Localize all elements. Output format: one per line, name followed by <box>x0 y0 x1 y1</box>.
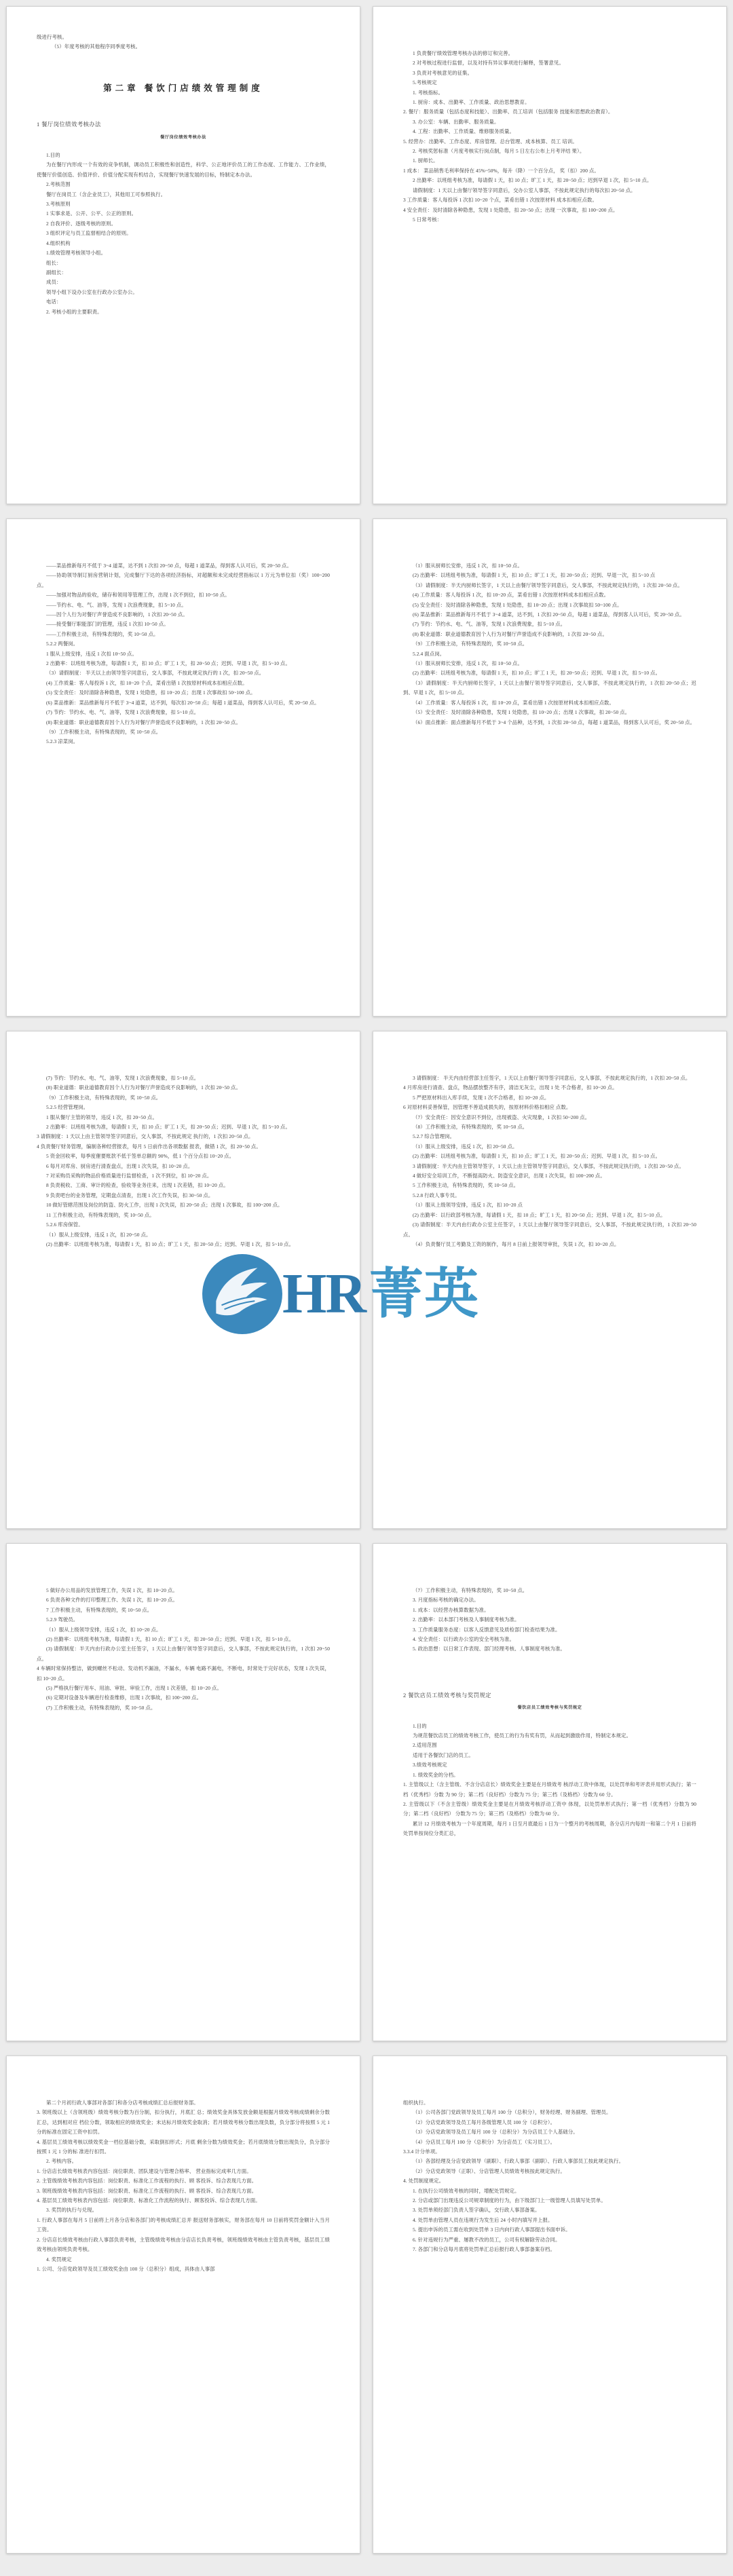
text-line: (6) 菜品推新：菜品推新每月不低于 3~4 道菜，达不到，每次扣 20~50 点；每超 1 道菜品，得到客人认可后，奖 20~50 点。 <box>46 699 320 706</box>
text-line: 累计 12 月绩效考核为一个年度周期，每月 1 日至月底最后 1 日为一个整月的考核周期，各分店月内每周一和第二个月 1 日前将处罚单按岗位分类汇总， <box>403 1820 696 1837</box>
text-line: 2. 主管级绩效考核表内容包括：岗位职责、标准化工作流程的执行、顾 客投诉、综合表现几方面。 <box>37 2178 257 2184</box>
text-line: 4. 奖罚规定 <box>46 2256 72 2262</box>
text-line: 1. 分店店长绩效考核表内容包括：岗位职责、团队建设与管理合格率、 营业指标完成率几方面。 <box>37 2167 252 2174</box>
text-line: （7）安全责任：因安全意识不到位，出现被盗、火灾现象，1 次扣 50~200 点。 <box>413 1114 590 1120</box>
text-line: ——菜品推新每月不低于 3~4 道菜，达不到 1 次扣 20~50 点，每超 1 道菜品，得到客人认可后，奖 20~50 点。 <box>46 563 292 569</box>
page-body <box>403 1570 696 1839</box>
text-line: 2.适用范围 <box>413 1742 437 1749</box>
text-line: ——接受餐厅职能部门的管理，违反 1 次扣 10~50 点。 <box>46 621 169 628</box>
text-line: 3.考核原则 <box>46 201 71 208</box>
text-line: ——协助领导制订厨房营销计划，完成餐厅下达的各项经济指标，对超额和未完成经营指标以 1 万元为单位扣（奖）100~200 点。 <box>37 572 330 588</box>
text-line: (2) 出勤率：以班组考核为准，每请假 1 天，扣 10 点；旷工 1 天，扣 20~50 点；迟到、早退 1 次，扣 5~10 点。 <box>413 670 661 677</box>
text-line: 3 负责对考核意见的征集。 <box>413 69 473 76</box>
text-line: 1. 成本：以经营办核算数据为准。 <box>413 1606 489 1613</box>
text-line: 5 严把原材料出入库手续，发现 1 次不合格者，扣 10~20 点。 <box>413 1094 550 1101</box>
page-sheet <box>6 518 360 1017</box>
text-line: 2. 分店店长绩效考核由行政人事部负责考核，主管级绩效考核由分店店长负责考核，领班级绩效考核由主管负责考核，基层员工绩效考核由领班负责考核。 <box>37 2236 330 2253</box>
text-line: 3 请假制度：半天内由主管领导签字，1 天以上由主管领导签字同意后，交人事部，不按此规定执行的，1 次扣 20~50 点。 <box>413 1162 684 1169</box>
text-line: （4）负责餐厅员工考勤及工资的制作，每月 8 日前上报领导审批，失误 1 次，扣 10~20 点。 <box>413 1240 620 1247</box>
text-line: 2. 出勤率：以本部门考核及人事制度考核为准。 <box>413 1616 520 1623</box>
text-line: 2. 考核内容。 <box>46 2158 77 2165</box>
text-line: （7）工作积极主动，有特殊表现的，奖 10~50 点。 <box>413 1587 528 1593</box>
page-body <box>37 2082 330 2274</box>
text-line: 1. 在执行公司绩效考核的同时，增配处罚规定。 <box>413 2187 520 2194</box>
text-line: （1）服从上级安排，违反 1 次，扣 20~50 点。 <box>46 1231 151 1238</box>
text-line: （8）工作积极主动，有特殊表现的，奖 10~50 点。 <box>413 1124 528 1131</box>
text-line: （3）分店党政领导及员工每月 100 分（总积分）为分店员工个人基础分。 <box>413 2129 578 2136</box>
text-line: (5) 严格执行餐厅用车、用油、审批、审验工作，出现 1 次差错，扣 10~20 点。 <box>46 1685 222 1692</box>
text-line: 4 安全责任：及时清除各种隐患，发现 1 处隐患，扣 20~50 点；出现 一次事故，扣 100~200 点。 <box>403 206 618 213</box>
text-line: 1. 行政人事部在每月 5 日前将上月各分店和各部门的考核成绩汇总并 报送财务部核实，财务部在每月 10 日前将奖罚金额计入当月工资。 <box>37 2216 330 2233</box>
text-line: ——加强对物品的验收，储存和领用等管理工作，出现 1 次不到位，扣 10~50 点。 <box>46 592 230 599</box>
text-line: 5.2.7 综合管理岗。 <box>413 1133 455 1140</box>
text-line: (2) 出勤率：以班组考核为准，每请假 1 天，扣 10 点；旷工 1 天，扣 20~50 点；迟到、早退 1 次，扣 5~10 点。 <box>46 1240 295 1247</box>
text-line: 5.2.4 面点岗。 <box>413 650 445 657</box>
text-line: 餐厅在岗员工（含企业员工），其他用工可参照执行。 <box>46 191 166 197</box>
text-line: (7) 节约：节约水、电、气、油等，发现 1 次浪费现象，扣 5~10 点。 <box>46 709 200 716</box>
section-heading: 2 餐饮店员工绩效考核与奖罚规定 <box>403 1692 491 1699</box>
page-thumbnail[interactable] <box>366 2049 733 2562</box>
text-line: （3）请假制度：半天内厨师长签字，1 天以上由餐厅领导签字同意后，交人事部，不按此规定执行的，1 次扣 20~50 点；迟到、早退 1 次，扣 5~10 点。 <box>403 679 696 696</box>
text-line: 2. 主管级以下（不含主管级）绩效奖金主要是在月绩效考核浮动工资中 体现，以处罚单形式执行；第一档（优秀档）分数为 90 分；第二档（良好档） 分数为 75 分；第三档（及格档）分数为 60 分。 <box>403 1800 696 1817</box>
text-line: (8) 职业道德：职业道德教育因个人行为对餐厅声誉造成不良影响的，1 次扣 20~50 点。 <box>46 1084 241 1091</box>
text-line: 副组长： <box>46 269 67 276</box>
page-sheet <box>373 518 727 1017</box>
text-line: 5.2.5 经营管理岗。 <box>46 1104 89 1111</box>
page-sheet <box>373 2056 727 2554</box>
text-line: 1.绩效管理考核领导小组。 <box>46 250 107 257</box>
text-line: 1. 考核指标。 <box>413 89 444 96</box>
text-line: 4 月库房进行清查、盘点，物品摆放整齐有序，清洁无灰尘，出现 1 处 不合格者，扣 10~20 点。 <box>403 1084 618 1091</box>
text-line: （1）各部经理及分店党政领导（副职）、行政人事部（副职）、行政人事部员工按此规定执行。 <box>413 2158 624 2165</box>
text-line: 2 出勤率：以班组考核为准，每请假 1 天，扣 10 点；旷工 1 天，扣 20~50 点；迟到、早退 1 次，扣 5~10 点。 <box>46 660 291 667</box>
document-subtitle: 餐饮店员工绩效考核与奖罚规定 <box>517 1705 582 1711</box>
text-line: (4) 工作质量：客人每投诉 1 次，扣 10~20 个点，菜肴出错 1 次按原材料成本扣相应点数。 <box>46 679 248 686</box>
text-line: 6 每月对库房、厨房进行清查盘点，出现 1 次失误，扣 10~20 点。 <box>46 1162 193 1169</box>
page-body <box>403 545 696 727</box>
text-line: 2.考核范围 <box>46 181 71 188</box>
text-line: （9）工作积极主动，有特殊表现的，奖 10~50 点。 <box>46 1094 162 1101</box>
text-line: 为规范餐饮店员工的绩效考核工作，使员工的行为有奖有罚，从而起到激励作用，特制定本规定。 <box>413 1732 632 1739</box>
text-line: 3 工作质量：客人每投诉 1 次扣 10~20 个点，菜肴出错 1 次按原材料 成本扣相应点数。 <box>403 197 597 204</box>
text-line: 11 工作积极主动，有特殊表现的，奖 10~50 点。 <box>46 1211 155 1218</box>
text-line: （5）安全责任：及时清除各种隐患，发现 1 处隐患，扣 10~20 点；出现 1 次事故，扣 20~50 点。 <box>413 709 631 716</box>
text-line: 5 做好办公用品的发放管理工作，失误 1 次，扣 10~20 点。 <box>46 1587 178 1593</box>
watermark-chinese-text: 菁英 <box>369 1264 479 1324</box>
text-line: （2）分店党政领导（正职）、分店管理人员绩效考核按此规定执行。 <box>413 2167 565 2174</box>
text-line: 1. 公司、分店党政领导及员工绩效奖金由 100 分（总积分）组成，具体由人事部 <box>37 2265 215 2272</box>
document-subtitle: 餐厅岗位绩效考核办法 <box>160 134 206 140</box>
text-line: 9 负责吧台的业务管理，定期盘点清查，出现 1 次工作失误，扣 30~50 点。 <box>46 1192 214 1198</box>
text-line: 2. 分店或部门出现违反公司规章制度的行为，由下级部门上一级管理人员填写处罚单。 <box>413 2197 606 2204</box>
text-line: 3. 办公室：车辆、出勤率、服务质量。 <box>413 118 500 125</box>
text-line: 1 实事求是、公开、公平、公正的原则。 <box>46 210 137 217</box>
text-line: 3. 领班级绩效考核表内容包括：岗位职责、标准化工作流程的执行、顾 客投诉、综合表现几方面。 <box>37 2187 257 2194</box>
text-line: 1 负责餐厅绩效管理考核办法的修订和完善。 <box>413 50 514 56</box>
text-line: 4. 基层员工绩效考核表内容包括：岗位职责、标准化工作流程的执行、顾客投诉、综合表现几方面。 <box>37 2197 261 2204</box>
text-line: 6 负责各种文件的打印整理工作、失误 1 次，扣 10~20 点。 <box>46 1597 178 1604</box>
text-line: (2) 出勤率：以班组考核为准，每请假 1 天，扣 10 点；旷工 1 天，扣 20~50 点；迟到、早退 1 次，扣 5~10 点。 <box>413 1153 661 1160</box>
page-thumbnail[interactable] <box>0 0 366 512</box>
page-thumbnail[interactable] <box>366 1025 733 1537</box>
text-line: 领导小组下设办公室在行政办公室办公。 <box>46 288 138 295</box>
text-line: 7 工作积极主动，有特殊表现的，奖 10~50 点。 <box>46 1606 153 1613</box>
text-line: 5. 经营办：出勤率、工作态度、库房管理、总台管理、成本核算、员工 培训。 <box>403 138 578 145</box>
text-line: （5）年度考核的其他程序同季度考核。 <box>52 43 141 50</box>
text-line: 2. 考核小组的主要职责。 <box>46 308 102 315</box>
text-line: 3 请假制度：1 天以上由主管领导签字同意后，交人事部，不按此规定 执行的，1 次扣 20~50 点。 <box>37 1133 254 1140</box>
text-line: 5. 政治思想：以日常工作表现、部门经理考核、人事制度考核为准。 <box>413 1646 565 1652</box>
text-line: 请假制度：1 天以上由餐厅领导签字同意后，交办公室人事部，不按此规定执行的每次扣 20~50 点。 <box>413 187 636 193</box>
text-line: （1）服从上级领导安排，违反 1 次，扣 10~20 点 <box>413 1202 523 1209</box>
text-line: 4 车辆时常保持整洁，做到螺丝不松动、发动机不漏油，不漏水，车辆 电路不漏电，不断电，时常处于完好状态，发现 1 次失误，扣 10~20 点。 <box>37 1665 330 1682</box>
text-line: ——因个人行为对餐厅声誉造成不良影响的，1 次扣 20~50 点。 <box>46 611 188 618</box>
text-line: (5) 安全责任：及时清除各种隐患，发现 1 处隐患，扣 10~20 点；出现 1 次事故扣 50~100 点。 <box>413 601 622 608</box>
text-line: 5.2.8 行政人事专员。 <box>413 1192 460 1198</box>
text-line: （1）服从上级领导安排，违反 1 次，扣 10~20 点。 <box>46 1626 162 1633</box>
text-line: 适用于各餐饮门店的员工。 <box>413 1751 474 1758</box>
page-sheet <box>6 2056 360 2554</box>
page-sheet <box>6 6 360 504</box>
text-line: 1. 主管级以上（含主管级、不含分店店长）绩效奖金主要是在月绩效考 核浮动工资中体现，以处罚单和考评表并用形式执行；第一档（优秀档）分数 为 90 分；第二档（良好档）分数为 75 分；第三档（及格档）分数为 60 分。 <box>403 1781 696 1798</box>
text-line: (7) 节约：节约水、电、气、油等，发现 1 次浪费现象，扣 5~10 点。 <box>413 621 566 628</box>
text-line: 5.2.2 两餐岗。 <box>46 641 79 647</box>
text-line: 10 做好管辖范围及岗位的防盗、防火工作，出现 1 次失误，扣 20~50 点；出现 1 次事故，扣 100~200 点。 <box>46 1202 283 1209</box>
text-line: 组织执行。 <box>403 2100 429 2106</box>
page-thumbnail[interactable] <box>0 2049 366 2562</box>
text-line: （6）面点推新：面点推新每月不低于 3~4 个品种，达不到，1 次扣 20~50 点，每超 1 道菜品，得到客人认可后，奖 20~50 点。 <box>413 719 696 725</box>
text-line: （9）工作积极主动，有特殊表现的，奖 10~50 点。 <box>46 728 162 735</box>
text-line: (4) 工作质量：客人每投诉 1 次，扣 10~20 点，菜肴出错 1 次按原材料成本扣相应点数。 <box>413 592 609 599</box>
text-line: 4. 处罚单由管理人员在违规行为发生后 24 小时内填写并上报。 <box>413 2216 553 2223</box>
text-line: 5.2.9 驾驶员。 <box>46 1616 79 1623</box>
page-thumbnail[interactable] <box>0 512 366 1025</box>
text-line: (8) 职业道德：职业道德教育因个人行为对餐厅声誉造成不良影响的，1 次扣 20~50 点。 <box>413 630 607 637</box>
text-line: （3）请假制度： 半天以上由领导签字同意后，交人事部，不按此规定执行的 1 次，扣 20~50 点。 <box>46 670 265 677</box>
text-line: 3. 工作质量服务态度：以客人反馈意见及质检部门检查结果为准。 <box>413 1626 561 1633</box>
page-sheet <box>373 1543 727 2041</box>
text-line: 5.考核规定 <box>413 79 437 86</box>
page-thumbnail[interactable] <box>0 1025 366 1537</box>
text-line: 5 资金回收率，每季度催要账款不低于签单总额的 90%，低 1 个百分点扣 10~20 点。 <box>46 1153 235 1160</box>
watermark-latin-text: HR <box>282 1262 365 1325</box>
text-line: 5 日常考核： <box>413 216 443 223</box>
page-sheet <box>6 1031 360 1529</box>
text-line: 2. 考核奖惩标准（月度考核实行岗点制，每月 5 日左右公布上月考评结 果）。 <box>413 148 585 155</box>
text-line: 6 对原材料妥善保管，因管理不善造成损失的，按原材料价格扣相应 点数。 <box>403 1104 571 1111</box>
text-line: 4 负责餐厅财务管理，编制各种经营报表，每月 5 日前作出各项数据 报表，做错 1 次，扣 20~50 点。 <box>37 1143 261 1150</box>
text-line: （3）请假制度：半天内厨师长签字，1 天以上由餐厅领导签字同意后，交人事部，不按此规定执行的，1 次扣 20~50 点。 <box>413 582 683 588</box>
text-line: （4）分店员工每月 100 分（总积分）为分店员工（实习员工）。 <box>413 2138 556 2145</box>
text-line: （4）工作质量：客人每投诉 1 次，扣 10~20 点，菜肴出错 1 次按原材料成本扣相应点数。 <box>413 699 615 706</box>
text-line: 3. 处罚单须经部门负责人签字确认，交行政人事部备案。 <box>413 2207 540 2214</box>
text-line: 7. 各部门和分店每月底将处罚单汇总后报行政人事部备案存档。 <box>413 2246 555 2253</box>
text-line: 5.2.6 库房保管。 <box>46 1221 83 1228</box>
text-line: 3.绩效考核规定 <box>413 1762 447 1768</box>
text-line: 1 服从餐厅主管的领导，违反 1 次，扣 20~50 点。 <box>46 1114 157 1120</box>
section-heading: 1 餐厅岗位绩效考核办法 <box>37 121 101 128</box>
text-line: 级进行考核。 <box>37 34 67 40</box>
text-line: 2. 餐厅：服务质量（包括态度和技能）、出勤率、员工培训（包括服务 技能和思想政治教育）。 <box>403 109 614 115</box>
text-line: 1.目的 <box>413 1722 427 1729</box>
text-line: 第二个月初行政人事部对各部门和各分店考核成绩汇总后报财务部。 <box>46 2100 199 2106</box>
page-sheet <box>6 1543 360 2041</box>
text-line: 3. 奖罚的执行与兑现。 <box>46 2207 98 2214</box>
text-line: 4.组织机构 <box>46 240 71 246</box>
text-line: （9）工作积极主动，有特殊表现的，奖 10~50 点。 <box>413 641 528 647</box>
page-body <box>403 33 696 225</box>
text-line: 1. 厨房：成本、出勤率、工作质量、政治思想教育。 <box>413 99 530 106</box>
text-line: 5.2.3 凉菜岗。 <box>46 738 79 745</box>
text-line: 3.3.4 计分单项。 <box>403 2148 440 2155</box>
text-line: 2 出勤率：以班组考核为准，每请假 1 天，扣 10 点；旷工 1 天，扣 20~50 点；迟到、早退 1 次，扣 5~10 点。 <box>46 1124 291 1131</box>
text-line: (3) 请假制度：半天内由行政办公室主任签字，1 天以上由餐厅领导签字同意后，交人事部，不按此规定执行的，1 次扣 20~50 点。 <box>37 1646 330 1662</box>
text-line: 3 组织评定与员工监督相结合的原则。 <box>46 230 132 237</box>
text-line: （2）分店党政领导及员工每月各级管理人员 100 分（总积分）。 <box>413 2119 556 2125</box>
chapter-title: 第二章 餐饮门店绩效管理制度 <box>103 83 263 93</box>
text-line: (7) 工作积极主动，有特殊表现的，奖 10~50 点。 <box>46 1704 156 1711</box>
text-line: （1）公司各部门党政领导及员工每月 100 分（总积分），财务经理、财务副理、管理员。 <box>413 2109 612 2116</box>
text-line: (3) 请假制度：半天内由行政办公室主任签字，1 天以上由餐厅领导签字同意后，交人事部，不按此规定执行的，1 次扣 20~50 点。 <box>403 1221 696 1238</box>
page-thumbnail[interactable] <box>0 1537 366 2049</box>
text-line: 1. 厨师长。 <box>413 157 438 164</box>
text-line: （1）服从厨师长安排，违反 1 次，扣 10~50 点。 <box>413 563 523 569</box>
text-line: (2) 出勤率：以行政部考核为准，每请假 1 天，扣 10 点；旷工 1 天，扣 20~50 点；迟到、早退 1 次，扣 5~10 点。 <box>413 1211 666 1218</box>
text-line: 8 负责税收、工商、审计的检查，验收等业务往来，出现 1 次差错，扣 10~20 点。 <box>46 1182 229 1189</box>
text-line: 4. 基层员工绩效考核以绩效奖金一档位基础分数，采取倒扣形式；月底 剩余分数为绩效奖金；若月底绩效分数出现负分，负分部分按照 1 元 1 分的标 准进行扣罚。 <box>37 2138 330 2155</box>
page-body <box>403 1057 696 1249</box>
text-line: ——工作积极主动，有特殊表现的，奖 10~50 点。 <box>46 630 159 637</box>
text-line: (8) 职业道德：职业道德教育因个人行为对餐厅声誉造成不良影响的，1 次扣 20~50 点。 <box>46 719 241 725</box>
text-line: 4. 处罚制度规定。 <box>403 2178 445 2184</box>
text-line: 成员： <box>46 279 62 286</box>
page-thumbnail[interactable] <box>366 1537 733 2049</box>
page-sheet <box>373 1031 727 1529</box>
text-line: 5 工作积极主动，有特殊表现的，奖 10~50 点。 <box>413 1182 519 1189</box>
text-line: 3 请假制度： 半天内由经营部主任签字，1 天以上由餐厅领导签字同意后，交人事部，不按此规定执行的，1 次扣 20~50 点。 <box>413 1075 691 1081</box>
page-body <box>37 1570 330 1713</box>
text-line: (6) 定期对设备及车辆进行检查维修，出现 1 次事故，扣 100~200 点。 <box>46 1694 202 1701</box>
text-line: 4. 工程：出勤率、工作质量、维修服务质量。 <box>413 128 515 135</box>
page-body <box>37 33 330 317</box>
text-line: (2) 出勤率：以班组考核为准，每请假 1 天，扣 10 点；旷工 1 天，扣 20~50 点；迟到、早退 1 次，扣 5~10 点。 <box>46 1636 295 1643</box>
text-line: 1 服从上级安排，违反 1 次扣 10~50 点。 <box>46 650 137 657</box>
text-line: 组长： <box>46 259 62 266</box>
text-line: (2) 出勤率：以班组考核为准，每请假 1 天，扣 10 点；旷工 1 天，扣 20~50 点；迟到、早退一次，扣 5~10 点 <box>413 572 656 579</box>
text-line: ——节约水、电、气、油等，发现 1 次浪费现象，扣 5~10 点。 <box>46 601 187 608</box>
text-line: 4. 安全责任：以行政办公室的安全考核为准。 <box>413 1636 515 1643</box>
page-body <box>37 1057 330 1249</box>
text-line: 5. 提出申诉的员工需在收到处罚单 3 日内向行政人事部提出书面申诉。 <box>413 2227 571 2233</box>
text-line: 3. 领班级以上（含领班级）绩效考核分数为百分制，扣分执行，月底汇 总；绩效奖金具体发放金额是根据月绩效考核成绩剩余分数汇总，达到相对应 档位分数，领取相应的绩效奖金；未达标月绩效奖金取消；若月绩效考核分数出现负数，负分部分将按照 5 元 1 分的标准在固定工资中扣罚。 <box>37 2109 330 2136</box>
text-line: (5) 安全责任：及时清除各种隐患，发现 1 处隐患，扣 10~20 点；出现 1 次事故扣 50~100 点。 <box>46 689 256 696</box>
text-line: 3. 月度指标考核的确定办法。 <box>413 1597 479 1604</box>
text-line: 电话： <box>46 299 62 305</box>
text-line: （1）服从上级安排，违反 1 次，扣 20~50 点。 <box>413 1143 518 1150</box>
text-line: 2 出勤率：以班组考核为准，每请假 1 天，扣 10 点；旷工 1 天，扣 20~50 点；迟到早退 1 次，扣 5~10 点。 <box>413 177 652 184</box>
text-line: 7 对采购员采购的物品价格质量进行监督检查，1 次不到位，扣 10~20 点。 <box>46 1173 212 1179</box>
text-line: 为在餐厅内形成一个有效的竞争机制，调动员工积极性和创造性，科学、公正地评价员工的工作态度、工作能力、工作业绩，使餐厅价值创造、价值评价、价值分配实现有机结合，实现餐厅快速发展的目标，特制定本办法。 <box>37 162 330 178</box>
text-line: 2 自我评价、逐级考核的原则。 <box>46 220 117 227</box>
text-line: (7) 节约：节约水、电、气、油等，发现 1 次浪费现象，扣 5~10 点。 <box>46 1075 200 1081</box>
page-sheet <box>373 6 727 504</box>
text-line: 1. 绩效奖金的分档。 <box>413 1771 459 1778</box>
text-line: 2 对考核过程进行监督，以及对持有异议事项进行解释，签署意见。 <box>413 60 564 67</box>
page-thumbnail[interactable] <box>366 0 733 512</box>
text-line: 1 成本： 菜品销售毛利率保持在 45%~50%，每升（降）一个百分点， 奖（扣）200 点。 <box>403 167 599 174</box>
text-line: 1.目的 <box>46 152 60 159</box>
text-line: 4 做好安全培训工作，不断提高防火、防盗安全意识，出现 1 次失误，扣 100~200 点。 <box>413 1173 605 1179</box>
text-line: 6. 针对违规行为严重、屡教不改的员工，公司有权解除劳动合同。 <box>413 2236 561 2243</box>
page-body <box>37 545 330 747</box>
text-line: (6) 菜品推新：菜品推新每月不低于 3~4 道菜，达不到，1 次扣 20~50 点，每超 1 道菜品，得到客人认可后，奖 20~50 点。 <box>413 611 685 618</box>
page-body <box>403 2082 696 2255</box>
page-thumbnail[interactable] <box>366 512 733 1025</box>
text-line: （1）服从厨师长安排，违反 1 次，扣 10~50 点。 <box>413 660 523 667</box>
